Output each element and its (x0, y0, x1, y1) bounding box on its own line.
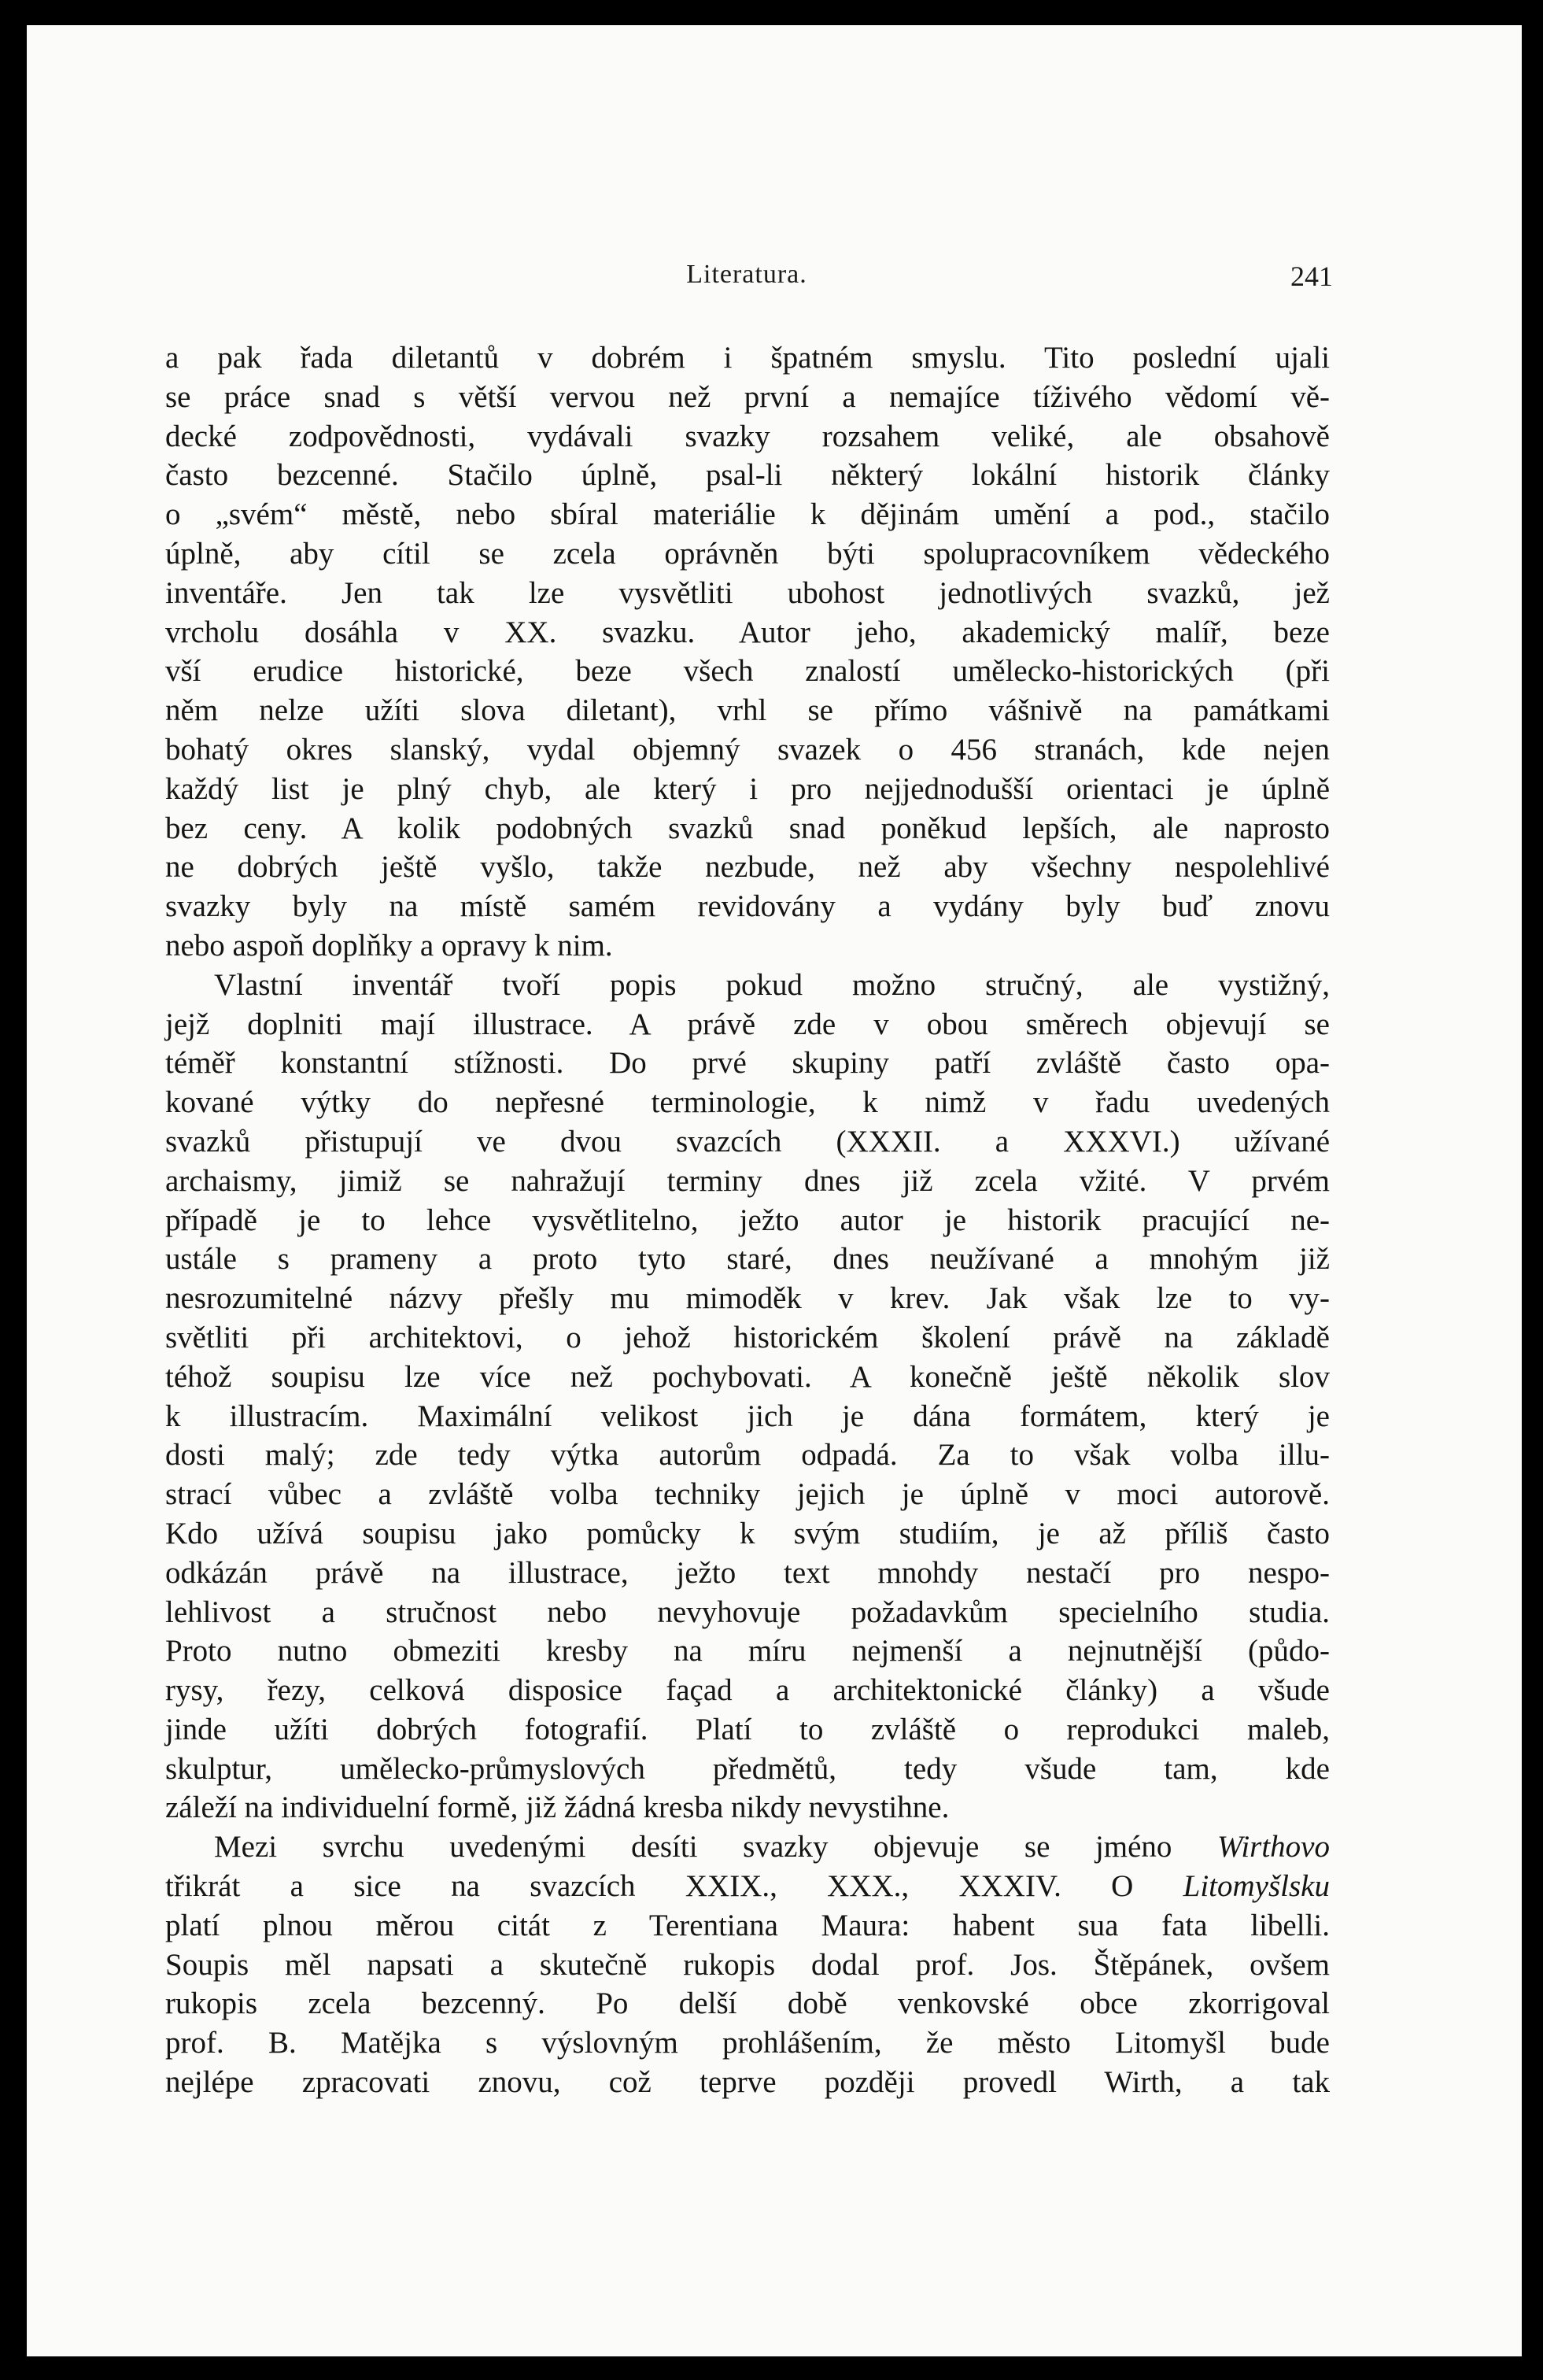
text-line: každý list je plný chyb, ale který i pro nejjednodušší orientaci je úplně (165, 771, 1330, 806)
text-line (165, 1867, 1330, 1906)
text-line: k illustracím. Maximální velikost jich je dána formátem, který je (165, 1399, 1330, 1433)
text-line: rysy, řezy, celková disposice façad a architektonické články) a všude (165, 1673, 1330, 1708)
text-line: ustále s prameny a proto tyto staré, dnes neužívané a mnohým již (165, 1242, 1330, 1277)
document-page (27, 25, 1522, 2356)
text-line: decké zodpovědnosti, vydávali svazky rozsahem veliké, ale obsahově (165, 419, 1330, 453)
text-line: téměř konstantní stížnosti. Do prvé skupiny patří zvláště často opa- (165, 1046, 1330, 1081)
text-line: svazků přistupují ve dvou svazcích (XXXII. a XXXVI.) užívané (165, 1124, 1330, 1159)
text-segment: třikrát a sice na svazcích XXIX., XXX., XXXIV. O (165, 1869, 1183, 1904)
text-segment: Mezi svrchu uvedenými desíti svazky objevuje se jméno (214, 1830, 1217, 1864)
text-line: bez ceny. A kolik podobných svazků snad poněkud lepších, ale naprosto (165, 811, 1330, 845)
text-line: o „svém“ městě, nebo sbíral materiálie k dějinám umění a pod., stačilo (165, 497, 1330, 532)
text-line: prof. B. Matějka s výslovným prohlášením, že město Litomyšl bude (165, 2026, 1330, 2060)
text-line: rukopis zcela bezcenný. Po delší době venkovské obce zkorrigoval (165, 1986, 1330, 2021)
text-line (165, 1828, 1330, 1867)
text-line: jejž doplniti mají illustrace. A právě zde v obou směrech objevují se (165, 1007, 1330, 1041)
text-line: a pak řada diletantů v dobrém i špatném smyslu. Tito poslední ujali (165, 341, 1330, 375)
text-line: Vlastní inventář tvoří popis pokud možno stručný, ale vystižný, (214, 967, 1330, 1002)
italic-name-wirthovo: Wirthovo (1217, 1830, 1330, 1864)
running-head: Literatura. (686, 260, 807, 289)
text-line: platí plnou měrou citát z Terentiana Maura: habent sua fata libelli. (165, 1908, 1330, 1942)
italic-name-litomyslsku: Litomyšlsku (1183, 1869, 1330, 1904)
text-line: Kdo užívá soupisu jako pomůcky k svým studiím, je až příliš často (165, 1516, 1330, 1550)
page-number: 241 (1290, 261, 1333, 292)
text-line: Soupis měl napsati a skutečně rukopis dodal prof. Jos. Štěpánek, ovšem (165, 1947, 1330, 1982)
text-line: záleží na individuelní formě, již žádná kresba nikdy nevystihne. (165, 1791, 950, 1825)
text-line: odkázán právě na illustrace, ježto text mnohdy nestačí pro nespo- (165, 1555, 1330, 1590)
text-line: často bezcenné. Stačilo úplně, psal-li některý lokální historik články (165, 458, 1330, 493)
text-line: případě je to lehce vysvětlitelno, ježto autor je historik pracující ne- (165, 1203, 1330, 1237)
body-text (165, 338, 1330, 2102)
text-line: ne dobrých ještě vyšlo, takže nezbude, než aby všechny nespolehlivé (165, 850, 1330, 885)
text-line: inventáře. Jen tak lze vysvětliti ubohost jednotlivých svazků, jež (165, 575, 1330, 610)
text-line: světliti při architektovi, o jehož historickém školení právě na základě (165, 1320, 1330, 1354)
text-line: bohatý okres slanský, vydal objemný svazek o 456 stranách, kde nejen (165, 732, 1330, 767)
text-line: strací vůbec a zvláště volba techniky jejich je úplně v moci autorově. (165, 1477, 1330, 1512)
page-header (161, 260, 1333, 299)
text-line: jinde užíti dobrých fotografií. Platí to zvláště o reprodukci maleb, (165, 1712, 1330, 1746)
text-line: se práce snad s větší vervou než první a nemajíce tíživého vědomí vě- (165, 379, 1330, 414)
text-line: nejlépe zpracovati znovu, což teprve později provedl Wirth, a tak (165, 2065, 1330, 2100)
text-line: lehlivost a stručnost nebo nevyhovuje požadavkům specielního studia. (165, 1595, 1330, 1629)
text-line: svazky byly na místě samém revidovány a vydány byly buď znovu (165, 889, 1330, 924)
text-line: téhož soupisu lze více než pochybovati. A konečně ještě několik slov (165, 1359, 1330, 1394)
text-line: skulptur, umělecko-průmyslových předmětů, tedy všude tam, kde (165, 1751, 1330, 1786)
text-line: Proto nutno obmeziti kresby na míru nejmenší a nejnutnější (půdo- (165, 1634, 1330, 1669)
text-line: kované výtky do nepřesné terminologie, k nimž v řadu uvedených (165, 1085, 1330, 1120)
text-line: nesrozumitelné názvy přešly mu mimoděk v krev. Jak však lze to vy- (165, 1281, 1330, 1316)
text-line: vrcholu dosáhla v XX. svazku. Autor jeho, akademický malíř, beze (165, 615, 1330, 649)
text-line: něm nelze užíti slova diletant), vrhl se přímo vášnivě na památkami (165, 693, 1330, 728)
text-line: archaismy, jimiž se nahražují terminy dnes již zcela vžité. V prvém (165, 1163, 1330, 1198)
text-line: dosti malý; zde tedy výtka autorům odpadá. Za to však volba illu- (165, 1438, 1330, 1473)
text-line: nebo aspoň doplňky a opravy k nim. (165, 928, 613, 963)
text-line: vší erudice historické, beze všech znalostí umělecko-historických (při (165, 654, 1330, 689)
text-line: úplně, aby cítil se zcela oprávněn býti spolupracovníkem vědeckého (165, 536, 1330, 571)
